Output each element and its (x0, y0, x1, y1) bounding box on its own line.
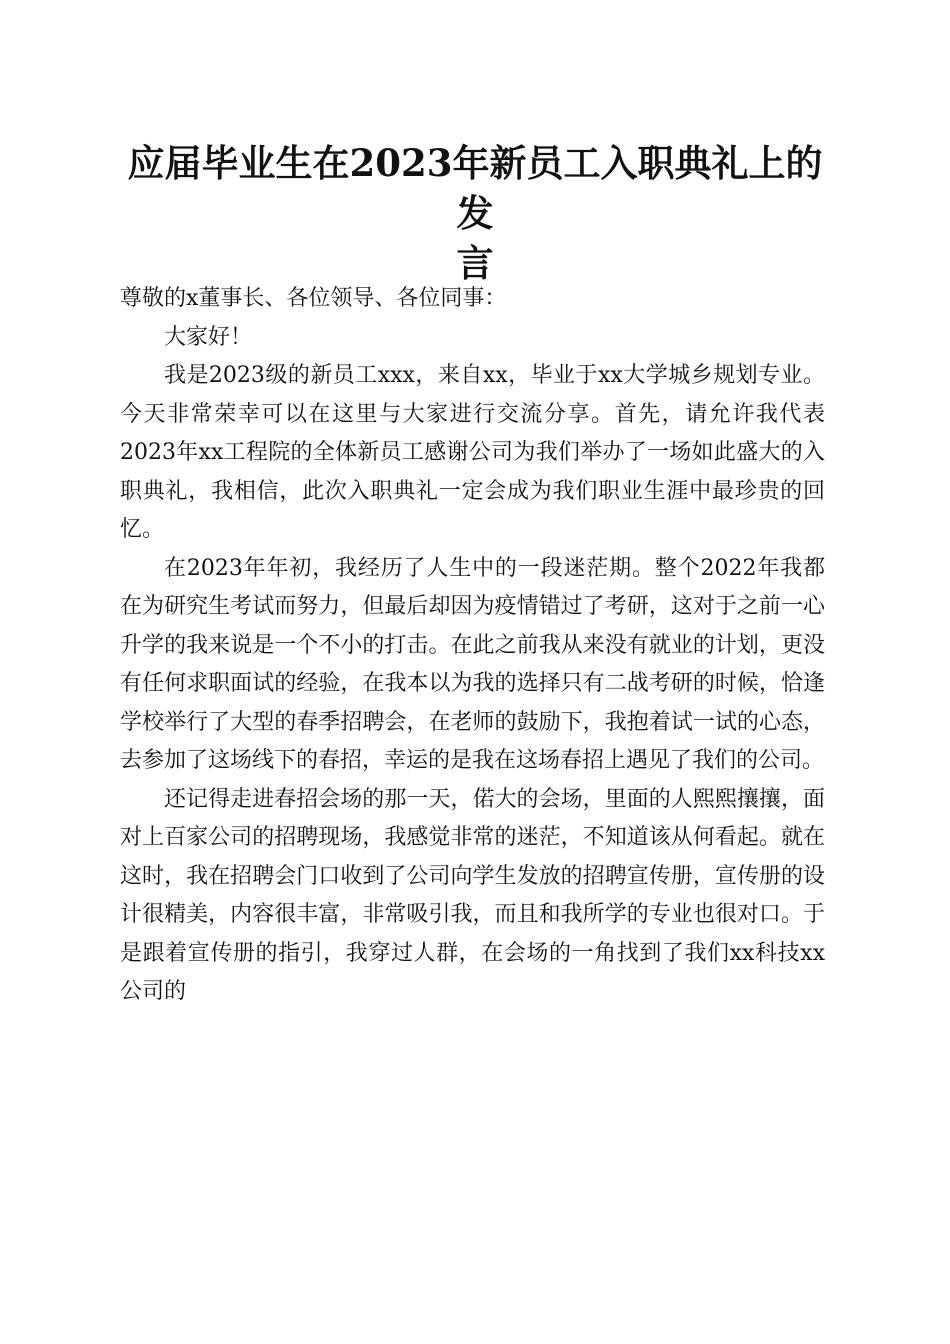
document-body (120, 280, 825, 1012)
paragraph-job-fair: 还记得走进春招会场的那一天，偌大的会场，里面的人熙熙攘攘，面对上百家公司的招聘现场，我感觉非常的迷茫，不知道该从何看起。就在这时，我在招聘会门口收到了公司向学生发放的招聘宣传册，宣传册的设计很精美，内容很丰富，非常吸引我，而且和我所学的专业也很对口。于是跟着宣传册的指引，我穿过人群，在会场的一角找到了我们xx科技xx公司的 (120, 786, 825, 1004)
paragraph-greeting: 大家好！ (164, 324, 253, 350)
salutation: 尊敬的x董事长、各位领导、各位同事： (120, 286, 507, 311)
title-line-1: 应届毕业生在2023年新员工入职典礼上的发 (127, 141, 823, 235)
paragraph-introduction: 我是2023级的新员工xxx，来自xx，毕业于xx大学城乡规划专业。今天非常荣幸可以在这里与大家进行交流分享。首先，请允许我代表2023年xx工程院的全体新员工感谢公司为我们举办了一场如此盛大的入职典礼，我相信，此次入职典礼一定会成为我们职业生涯中最珍贵的回忆。 (120, 363, 825, 542)
title-line-2: 言 (456, 241, 494, 285)
paragraph-early-2023: 在2023年年初，我经历了人生中的一段迷茫期。整个2022年我都在为研究生考试而努力，但最后却因为疫情错过了考研，这对于之前一心升学的我来说是一个不小的打击。在此之前我从来没有就业的计划，更没有任何求职面试的经验，在我本以为我的选择只有二战考研的时候，恰逢学校举行了大型的春季招聘会，在老师的鼓励下，我抱着试一试的心态，去参加了这场线下的春招，幸运的是我在这场春招上遇见了我们的公司。 (120, 555, 825, 773)
document-title (120, 138, 830, 288)
